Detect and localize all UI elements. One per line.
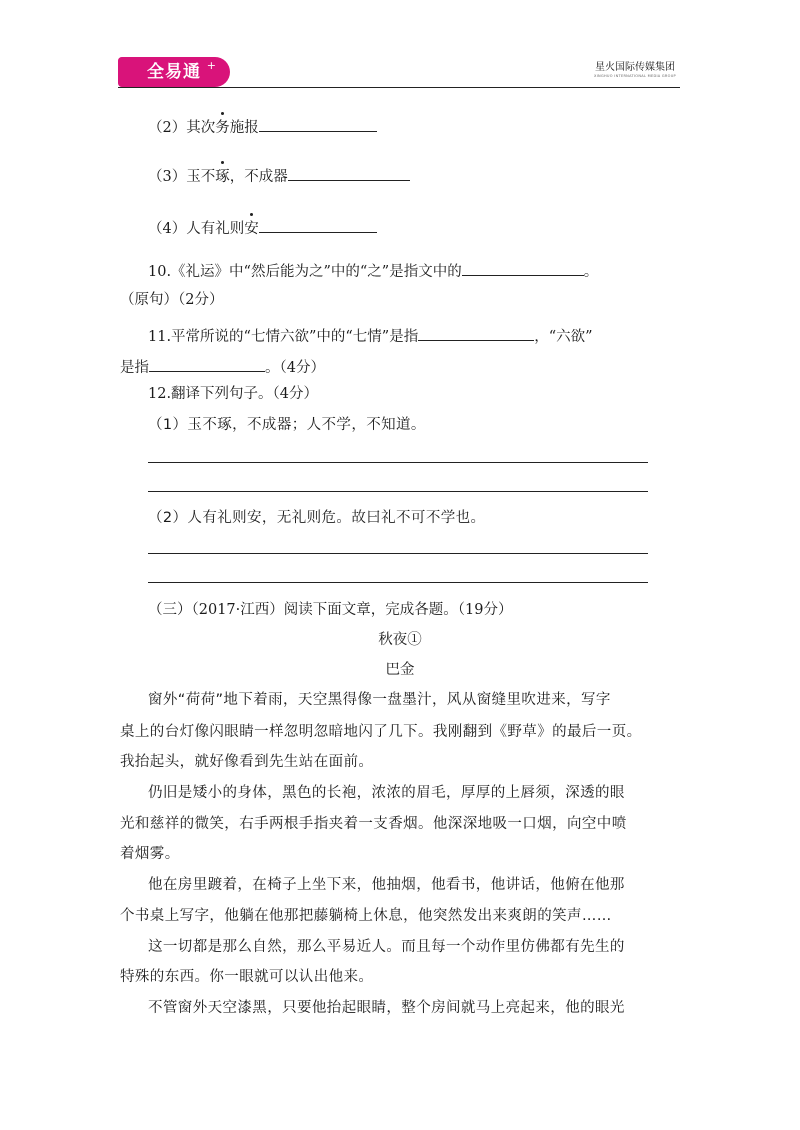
publisher-name [592, 62, 678, 79]
q10-line-2: （原句）（2分） [120, 292, 224, 308]
q12-answer-line-2a[interactable] [148, 553, 648, 554]
article-p3-line-1: 他在房里踱着，在椅子上坐下来，他抽烟，他看书，他讲话，他俯在他那 [148, 877, 625, 893]
q9-item-4-prefix: （4）人有礼则 [148, 221, 245, 237]
article-p4-line-1: 这一切都是那么自然，那么平易近人。而且每一个动作里仿佛都有先生的 [148, 939, 625, 955]
article-p5-line-1: 不管窗外天空漆黑，只要他抬起眼睛，整个房间就马上亮起来，他的眼光 [148, 1000, 625, 1016]
q9-item-2-answer-blank[interactable] [259, 115, 377, 132]
q10-line-1 [148, 259, 598, 282]
q11-line-1 [148, 324, 593, 347]
publisher-subtitle: XINGHUO INTERNATIONAL MEDIA GROUP [594, 74, 676, 78]
q10-end: 。 [583, 264, 599, 280]
q10-answer-blank[interactable] [462, 259, 584, 276]
q11-answer-blank-1[interactable] [418, 324, 534, 341]
q11-text: 11.平常所说的“七情六欲”中的“七情”是指 [148, 329, 419, 345]
article-p4-line-2: 特殊的东西。你一眼就可以认出他来。 [120, 969, 374, 985]
q10-text: 10.《礼运》中“然后能为之”中的“之”是指文中的 [148, 264, 462, 280]
q11-line-2-suffix: 。（4分） [265, 360, 325, 376]
q11-answer-blank-2[interactable] [149, 355, 265, 372]
article-p1-line-2: 桌上的台灯像闪眼睛一样忽明忽暗地闪了几下。我刚翻到《野草》的最后一页。 [120, 724, 642, 740]
q11-line-2-prefix: 是指 [120, 360, 149, 376]
article-p1-line-3: 我抬起头，就好像看到先生站在面前。 [120, 754, 374, 770]
q11-line-2 [120, 355, 325, 378]
q9-item-2 [148, 115, 377, 138]
q9-item-3-dotted-char: 琢 [215, 169, 230, 185]
q9-item-3 [148, 164, 410, 187]
article-p1-line-1: 窗外“荷荷”地下着雨，天空黑得像一盘墨汁，风从窗缝里吹进来，写字 [148, 692, 611, 708]
q9-item-4-answer-blank[interactable] [259, 216, 377, 233]
article-p2-line-1: 仍旧是矮小的身体，黑色的长袍，浓浓的眉毛，厚厚的上唇须，深透的眼 [148, 785, 625, 801]
article-p3-line-2: 个书桌上写字，他躺在他那把藤躺椅上休息，他突然发出来爽朗的笑声…… [120, 908, 612, 924]
q9-item-3-prefix: （3）玉不 [148, 169, 216, 185]
brand-logo [118, 57, 230, 87]
q9-item-2-prefix: （2）其次 [148, 120, 216, 136]
brand-logo-text: 全易通 [147, 62, 201, 82]
q12-answer-line-1a[interactable] [148, 462, 648, 463]
q9-item-2-suffix: 施报 [229, 120, 259, 136]
brand-logo-plus: + [206, 59, 216, 72]
article-p2-line-2: 光和慈祥的微笑，右手两根手指夹着一支香烟。他深深地吸一口烟，向空中喷 [120, 816, 627, 832]
article-title: 秋夜① [378, 632, 422, 648]
header-divider [118, 87, 680, 88]
q12-title: 12.翻译下列句子。（4分） [148, 386, 319, 402]
q12-answer-line-1b[interactable] [148, 491, 648, 492]
q9-item-3-answer-blank[interactable] [288, 164, 410, 181]
q12-sentence-1: （1）玉不琢，不成器；人不学，不知道。 [148, 417, 426, 433]
q9-item-4-dotted-char: 安 [244, 221, 259, 237]
article-author: 巴金 [385, 662, 415, 678]
section-3-title: （三）（2017·江西）阅读下面文章，完成各题。（19分） [148, 602, 513, 618]
q9-item-3-suffix: ，不成器 [229, 169, 288, 185]
q12-sentence-2: （2）人有礼则安，无礼则危。故曰礼不可不学也。 [148, 510, 486, 526]
q9-item-2-dotted-char: 务 [215, 120, 230, 136]
publisher-title: 星火国际传媒集团 [595, 62, 675, 73]
q11-mid: ，“六欲” [534, 329, 593, 345]
article-p2-line-3: 着烟雾。 [120, 846, 180, 862]
q12-answer-line-2b[interactable] [148, 582, 648, 583]
q9-item-4 [148, 216, 377, 239]
